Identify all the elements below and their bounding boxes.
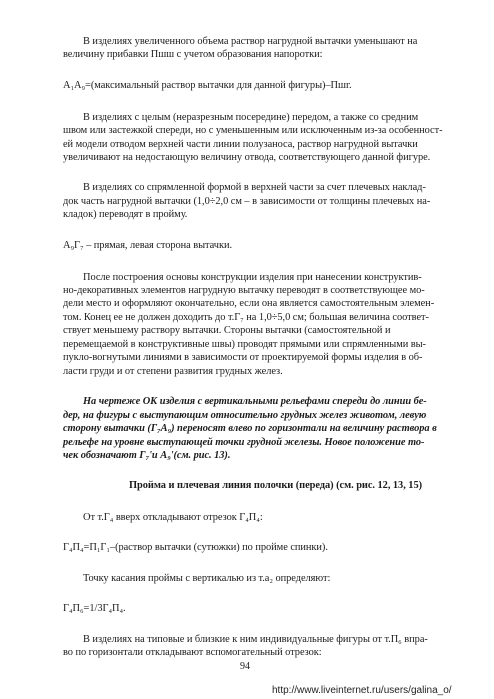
text-line: В изделиях с целым (неразрезным посередине) передом, а также со средним — [83, 112, 419, 123]
text-line: А₉Г₇ – прямая, левая сторона вытачки. — [63, 240, 233, 251]
text-line: рельефе на уровне выступающей точки грудной железы. Новое положение то- — [63, 437, 425, 448]
text-line: док часть нагрудной вытачки (1,0÷2,0 см – в зависимости от толщины плечевых на- — [63, 196, 431, 207]
text-line: увеличивают на недостающую величину отвода, соответствующего данной фигуре. — [63, 152, 431, 163]
text-line: А₁А₉=(максимальный раствор вытачки для данной фигуры)–Пшг. — [63, 80, 352, 91]
text-line: дели место и оформляют окончательно, если она является самостоятельным элемен- — [63, 298, 435, 309]
text-line: На чертеже ОК изделия с вертикальными рельефами спереди до линии бе- — [83, 396, 427, 407]
text-line: ствует меньшему раствору вытачки. Стороны вытачки (самостоятельной и — [63, 325, 391, 336]
text-line: Пройма и плечевая линия полочки (переда) (см. рис. 12, 13, 15) — [129, 480, 422, 491]
text-line: величину прибавки Пшш с учетом образования напоротки: — [63, 49, 323, 60]
text-line: во по горизонтали откладывают вспомогательный отрезок: — [63, 647, 322, 658]
text-line: От т.Г₄ вверх откладывают отрезок Г₄П₄: — [83, 512, 263, 523]
watermark-url: http://www.liveinternet.ru/users/galina_o/ — [272, 685, 452, 696]
text-line: В изделиях на типовые и близкие к ним индивидуальные фигуры от т.П₆ впра- — [83, 634, 428, 645]
text-line: кладок) переводят в пройму. — [63, 209, 188, 220]
text-line: После построения основы конструкции изделия при нанесении конструктив- — [83, 272, 422, 283]
text-line: Г₄П₆=1/3Г₄П₄. — [63, 603, 126, 614]
text-line: ей модели отводом верхней части линии полузаноса, раствор нагрудной вытачки — [63, 139, 418, 150]
text-line: но-декоративных элементов нагрудную вытачку переводят в соответствующее мо- — [63, 285, 425, 296]
text-line: Г₄П₄=П₁Г₁–(раствор вытачки (сутюжки) по пройме спинки). — [63, 542, 328, 553]
text-line: дер, на фигуры с выступающим относительно грудных желез животом, левую — [63, 410, 427, 421]
text-line: том. Конец ее не должен доходить до т.Г₇ на 1,0÷5,0 см; большая величина соответ- — [63, 312, 429, 323]
text-line: ласти груди и от степени развития грудных желез. — [63, 366, 283, 377]
text-line: перемещаемой в конструктивные швы) проводят прямыми или спрямленными вы- — [63, 339, 426, 350]
text-line: пукло-вогнутыми линиями в зависимости от проектируемой формы изделия в об- — [63, 352, 423, 363]
text-line: швом или застежкой спереди, но с уменьшенным или исключенным из-за особенност- — [63, 125, 443, 136]
text-line: сторону вытачки (Г₇А₉) переносят влево по горизонтали на величину раствора в — [63, 423, 437, 434]
page-number: 94 — [240, 661, 250, 672]
text-line: В изделиях увеличенного объема раствор нагрудной вытачки уменьшают на — [83, 36, 418, 47]
text-line: чек обозначают Г₇'и А₉'(см. рис. 13). — [63, 450, 231, 461]
text-line: В изделиях со спрямленной формой в верхней части за счет плечевых наклад- — [83, 182, 426, 193]
text-line: Точку касания проймы с вертикалью из т.а₂ определяют: — [83, 573, 331, 584]
